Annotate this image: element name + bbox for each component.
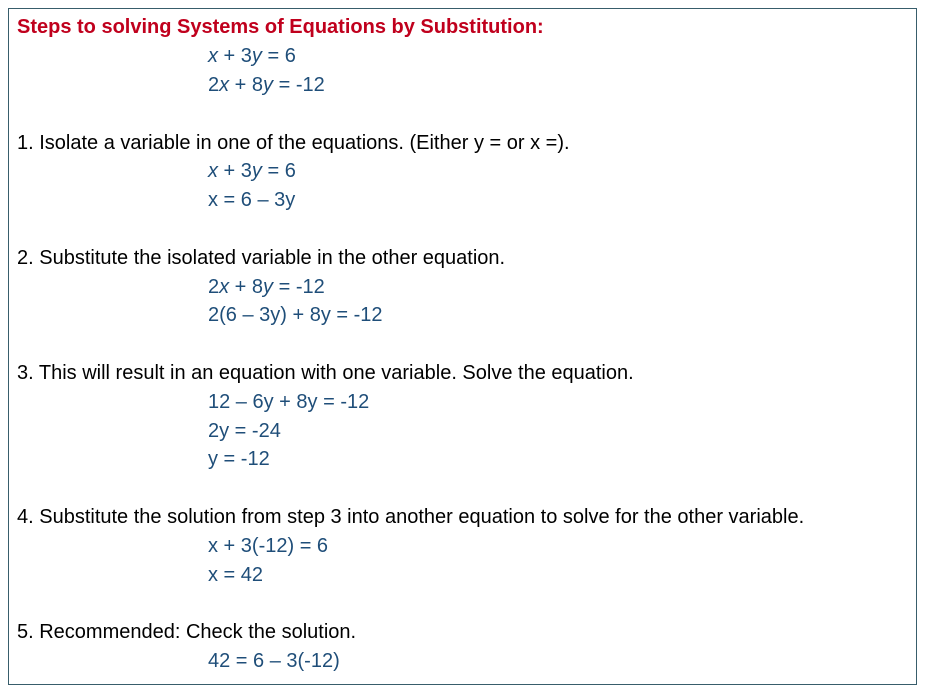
step-3-equation-3: y = -12	[208, 448, 270, 470]
system-equation-1: x + 3y = 6	[208, 45, 296, 67]
steps-card	[8, 8, 917, 685]
step-2-text: 2. Substitute the isolated variable in the other equation.	[17, 247, 506, 269]
step-1-equation-2: x = 6 – 3y	[208, 189, 296, 211]
step-3-text: 3. This will result in an equation with one variable. Solve the equation.	[17, 362, 634, 384]
page-title: Steps to solving Systems of Equations by Substitution:	[17, 16, 544, 38]
step-5-equation-1: 42 = 6 – 3(-12)	[208, 650, 340, 672]
step-3-equation-2: 2y = -24	[208, 420, 281, 442]
system-equation-2: 2x + 8y = -12	[208, 74, 325, 96]
step-4-equation-1: x + 3(-12) = 6	[208, 535, 329, 557]
step-2-equation-1: 2x + 8y = -12	[208, 276, 325, 298]
step-4-equation-2: x = 42	[208, 564, 264, 586]
step-1-text: 1. Isolate a variable in one of the equations. (Either y = or x =).	[17, 132, 570, 154]
step-1-equation-1: x + 3y = 6	[208, 160, 296, 182]
step-5-text: 5. Recommended: Check the solution.	[17, 621, 357, 643]
step-2-equation-2: 2(6 – 3y) + 8y = -12	[208, 304, 383, 326]
step-4-text: 4. Substitute the solution from step 3 into another equation to solve for the other variable.	[17, 506, 805, 528]
step-3-equation-1: 12 – 6y + 8y = -12	[208, 391, 370, 413]
